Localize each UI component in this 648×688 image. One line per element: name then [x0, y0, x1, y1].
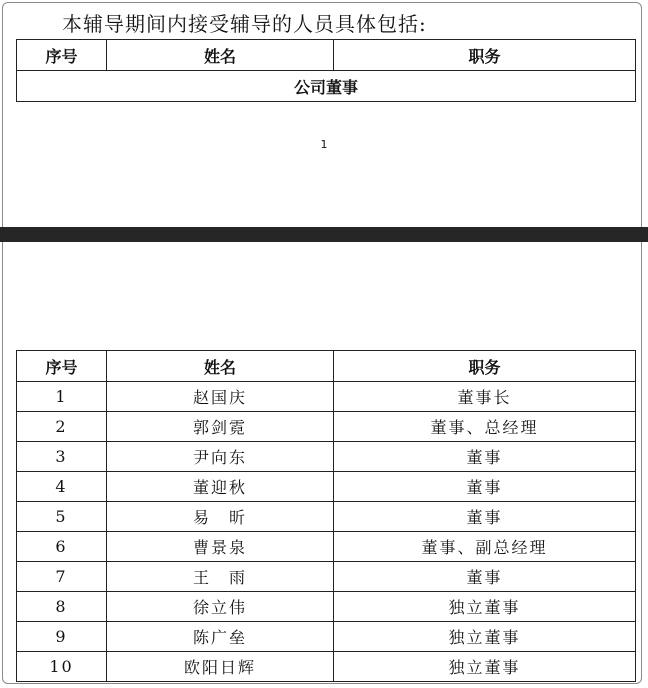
cell-index: 1	[17, 382, 107, 412]
cell-position: 董事、总经理	[334, 412, 636, 442]
cell-position: 董事	[334, 472, 636, 502]
header-index: 序号	[17, 40, 107, 71]
table-row	[17, 442, 636, 472]
cell-position: 董事长	[334, 382, 636, 412]
cell-index: 7	[17, 562, 107, 592]
header-name: 姓名	[107, 351, 334, 382]
cell-index: 2	[17, 412, 107, 442]
personnel-table	[16, 350, 636, 682]
cell-position: 独立董事	[334, 622, 636, 652]
section-label: 公司董事	[17, 71, 636, 102]
table-header-row	[17, 40, 636, 71]
table-row	[17, 382, 636, 412]
cell-name: 易 昕	[107, 502, 334, 532]
table-row	[17, 622, 636, 652]
header-index: 序号	[17, 351, 107, 382]
header-table-page-1	[16, 39, 636, 102]
cell-position: 董事	[334, 442, 636, 472]
cell-position: 独立董事	[334, 652, 636, 682]
table-row	[17, 592, 636, 622]
table-row	[17, 562, 636, 592]
cell-position: 董事、副总经理	[334, 532, 636, 562]
cell-index: 5	[17, 502, 107, 532]
cell-position: 董事	[334, 502, 636, 532]
cell-name: 欧阳日辉	[107, 652, 334, 682]
page-number: 1	[320, 138, 328, 151]
cell-name: 董迎秋	[107, 472, 334, 502]
cell-index: 6	[17, 532, 107, 562]
table-row	[17, 652, 636, 682]
cell-position: 董事	[334, 562, 636, 592]
cell-name: 赵国庆	[107, 382, 334, 412]
cell-position: 独立董事	[334, 592, 636, 622]
cell-name: 徐立伟	[107, 592, 334, 622]
section-row	[17, 71, 636, 102]
table-row	[17, 532, 636, 562]
table-row	[17, 412, 636, 442]
cell-name: 曹景泉	[107, 532, 334, 562]
cell-name: 王 雨	[107, 562, 334, 592]
cell-name: 尹向东	[107, 442, 334, 472]
cell-index: 9	[17, 622, 107, 652]
header-name: 姓名	[107, 40, 334, 71]
intro-text: 本辅导期间内接受辅导的人员具体包括:	[62, 12, 427, 36]
header-position: 职务	[334, 351, 636, 382]
table-row	[17, 472, 636, 502]
cell-name: 郭剑霓	[107, 412, 334, 442]
cell-index: 8	[17, 592, 107, 622]
cell-name: 陈广垒	[107, 622, 334, 652]
page-break-bar	[0, 227, 648, 242]
cell-index: 4	[17, 472, 107, 502]
cell-index: 3	[17, 442, 107, 472]
table-header-row	[17, 351, 636, 382]
table-row	[17, 502, 636, 532]
header-position: 职务	[334, 40, 636, 71]
cell-index: 10	[17, 652, 107, 682]
